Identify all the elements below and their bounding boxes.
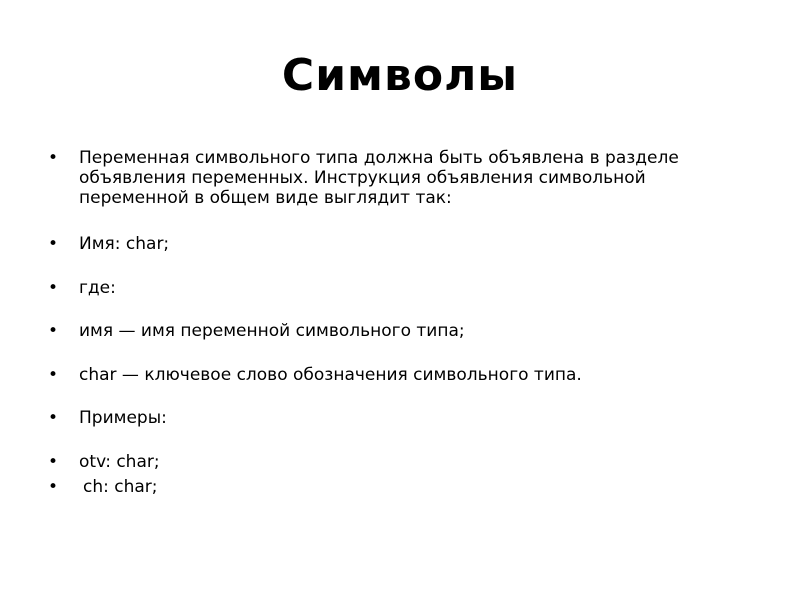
bullet-icon: • <box>48 365 59 385</box>
bullet-icon: • <box>48 452 59 472</box>
list-item <box>48 234 748 254</box>
list-item-text: ch: char; <box>83 477 158 497</box>
list-item-text: где: <box>79 278 116 298</box>
list-item-text: Переменная символьного типа должна быть объявлена в разделе объявления переменных. Инструкция объявления символьной переменной в общем виде выглядит так: <box>79 148 679 208</box>
list-item-text: Имя: char; <box>79 234 170 254</box>
list-item <box>48 477 748 497</box>
bullet-icon: • <box>48 321 59 341</box>
list-item <box>48 408 748 428</box>
list-item-text: char — ключевое слово обозначения символьного типа. <box>79 365 582 385</box>
list-item <box>48 278 748 298</box>
bullet-icon: • <box>48 477 59 497</box>
bullet-icon: • <box>48 148 59 168</box>
list-item <box>48 365 748 385</box>
slide-title: Символы <box>281 50 519 101</box>
list-item-text: Примеры: <box>79 408 167 428</box>
list-item-text: otv: char; <box>79 452 160 472</box>
list-item <box>48 452 748 472</box>
bullet-icon: • <box>48 408 59 428</box>
list-item <box>48 321 748 341</box>
list-item <box>48 148 748 208</box>
bullet-icon: • <box>48 278 59 298</box>
list-item-text: имя — имя переменной символьного типа; <box>79 321 465 341</box>
bullet-icon: • <box>48 234 59 254</box>
